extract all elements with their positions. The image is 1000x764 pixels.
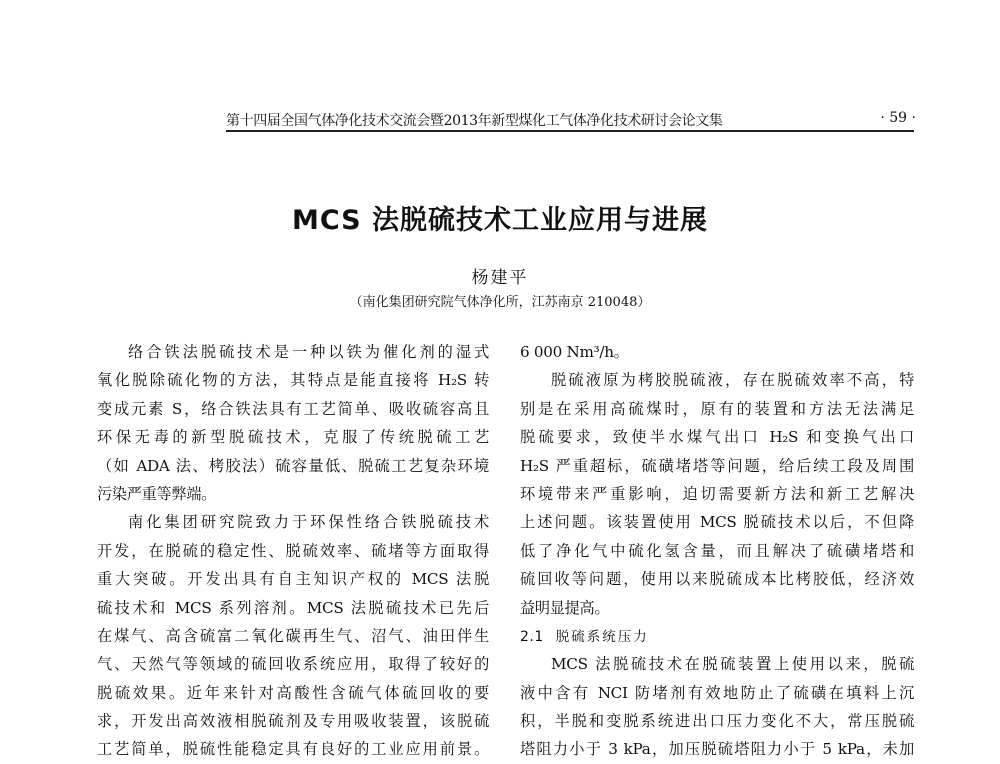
text-line: H₂S 严重超标，硫磺堵塔等问题，给后续工段及周围 (520, 456, 914, 475)
author-name: 杨建平 (471, 268, 529, 288)
text-line: 脱硫效果。近年来针对高酸性含硫气体硫回收的要 (97, 683, 489, 702)
text-line: 益明显提高。 (520, 598, 610, 617)
text-line: 气、天然气等领域的硫回收系统应用，取得了较好的 (97, 655, 489, 674)
author-affiliation: （南化集团研究院气体净化所，江苏南京 210048） (349, 295, 651, 310)
text-line: 低了净化气中硫化氢含量，而且解决了硫磺堵塔和 (520, 541, 914, 560)
text-line: MCS 法脱硫技术在脱硫装置上使用以来，脱硫 (551, 655, 914, 674)
section-number: 2.1 (520, 628, 544, 645)
text-line: 南化集团研究院致力于环保性络合铁脱硫技术 (128, 513, 489, 532)
text-line: 积，半脱和变脱系统进出口压力变化不大，常压脱硫 (520, 712, 914, 731)
text-line: 重大突破。开发出具有自主知识产权的 MCS 法脱 (97, 570, 489, 589)
text-line: 脱硫要求，致使半水煤气出口 H₂S 和变换气出口 (520, 428, 914, 447)
left-column (97, 338, 489, 764)
text-line: 6 000 Nm³/h。 (520, 343, 629, 361)
text-line: 变成元素 S，络合铁法具有工艺简单、吸收硫容高且 (97, 399, 489, 418)
text-line: 污染严重等弊端。 (97, 484, 217, 503)
text-line: 塔阻力小于 3 kPa，加压脱硫塔阻力小于 5 kPa，未加 (520, 740, 914, 759)
text-line: 工艺简单，脱硫性能稳定具有良好的工业应用前景。 (97, 740, 489, 759)
text-line: 环境带来严重影响，迫切需要新方法和新工艺解决 (520, 484, 914, 503)
text-line: 脱硫液原为栲胶脱硫液，存在脱硫效率不高，特 (551, 371, 914, 390)
text-line: （如 ADA 法、栲胶法）硫容量低、脱硫工艺复杂环境 (97, 456, 489, 475)
section-title: 脱硫系统压力 (555, 628, 649, 645)
right-column (520, 338, 914, 764)
text-line: 硫回收等问题，使用以来脱硫成本比栲胶低，经济效 (520, 570, 914, 589)
text-line: 开发，在脱硫的稳定性、脱硫效率、硫堵等方面取得 (97, 541, 489, 560)
text-line: 硫技术和 MCS 系列溶剂。MCS 法脱硫技术已先后 (97, 598, 489, 617)
text-line: 络合铁法脱硫技术是一种以铁为催化剂的湿式 (128, 343, 489, 361)
running-head: 第十四届全国气体净化技术交流会暨2013年新型煤化工气体净化技术研讨会论文集 (226, 113, 723, 129)
text-line: 别是在采用高硫煤时，原有的装置和方法无法满足 (520, 399, 914, 418)
text-line: 环保无毒的新型脱硫技术，克服了传统脱硫工艺 (97, 428, 489, 447)
page-number: · 59 · (880, 110, 916, 126)
section-heading (520, 622, 914, 650)
header-rule (226, 130, 914, 132)
text-line: 求，开发出高效液相脱硫剂及专用吸收装置，该脱硫 (97, 712, 489, 731)
text-line: 在煤气、高含硫富二氧化碳再生气、沼气、油田伴生 (97, 626, 489, 645)
text-line: 上述问题。该装置使用 MCS 脱硫技术以后，不但降 (520, 513, 914, 532)
text-line: 液中含有 NCI 防堵剂有效地防止了硫磺在填料上沉 (520, 683, 914, 702)
article-title: MCS 法脱硫技术工业应用与进展 (291, 205, 709, 236)
text-line: 氧化脱除硫化物的方法，其特点是能直接将 H₂S 转 (97, 371, 489, 390)
